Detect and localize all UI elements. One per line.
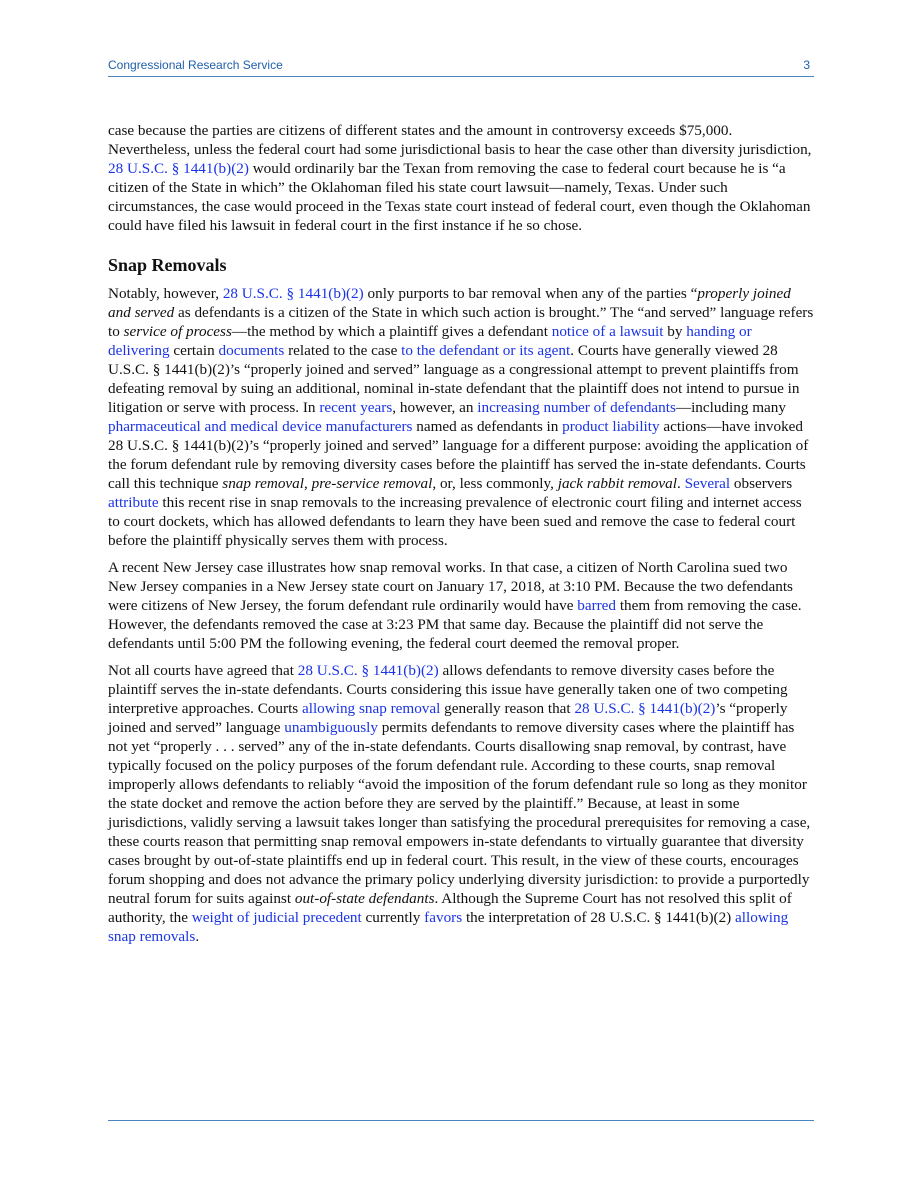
- text: ,: [304, 475, 312, 492]
- text: allows defendants to remove diversity cases before the plaintiff serves the in-state defendants. Courts considering this issue have generally taken one of two competing interpretive approaches. Courts: [108, 662, 788, 717]
- text: currently: [361, 909, 425, 926]
- text: Not all courts have agreed that: [108, 662, 298, 679]
- emphasis: service of process: [123, 323, 232, 340]
- link-several[interactable]: Several: [684, 475, 731, 492]
- link-pharmaceutical-manufacturers[interactable]: pharmaceutical and medical device manufacturers: [108, 418, 413, 435]
- link-allowing-snap-removals[interactable]: allowing snap removals: [108, 909, 789, 945]
- text: . Although the Supreme Court has not resolved this split of authority, the: [108, 890, 792, 926]
- text: related to the case: [284, 342, 402, 359]
- text: this recent rise in snap removals to the increasing prevalence of electronic court filing and internet access to court dockets, which has allowed defendants to learn they have been sued and remove the case to federal court before the plaintiff physically serves them with process.: [108, 494, 802, 549]
- text: .: [676, 475, 685, 492]
- link-product-liability[interactable]: product liability: [562, 418, 660, 435]
- text: only purports to bar removal when any of the parties “: [363, 285, 698, 302]
- text: as defendants is a citizen of the State in which such action is brought.” The “and served” language refers to: [108, 304, 814, 340]
- link-28-usc-1441b2[interactable]: 28 U.S.C. § 1441(b)(2): [222, 285, 364, 302]
- page-number: 3: [803, 58, 810, 72]
- text: case because the parties are citizens of different states and the amount in controversy exceeds $75,000. Nevertheless, unless the federal court had some jurisdictional basis to hear the case other than diversity jurisdiction,: [108, 122, 812, 158]
- text: by: [663, 323, 687, 340]
- page-header: [108, 58, 814, 76]
- text: certain: [169, 342, 219, 359]
- text: Notably, however,: [108, 285, 223, 302]
- document-body: [108, 121, 814, 954]
- emphasis: snap removal: [222, 475, 304, 492]
- header-organization: Congressional Research Service: [108, 58, 283, 72]
- text: , however, an: [392, 399, 478, 416]
- header-rule: [108, 76, 814, 77]
- link-weight-of-judicial-precedent[interactable]: weight of judicial precedent: [191, 909, 362, 926]
- text: ’s “properly joined and served” language: [108, 700, 788, 736]
- link-handing-or-delivering[interactable]: handing or delivering: [108, 323, 752, 359]
- link-recent-years[interactable]: recent years: [319, 399, 393, 416]
- link-increasing-number-of-defendants[interactable]: increasing number of defendants: [477, 399, 676, 416]
- text: permits defendants to remove diversity cases where the plaintiff has not yet “properly . . . served” any of the in-state defendants. Courts disallowing snap removal, by contrast, have typically focused on the policy purposes of the forum defendant rule. According to these courts, snap removal improperly allows defendants to reliably “avoid the imposition of the forum defendant rule so long as they monitor the state docket and remove the action before they are served by the plaintiff.” Because, at least in some jurisdictions, validly serving a lawsuit takes longer than satisfying the procedural prerequisites for removing a case, these courts reason that permitting snap removal empowers in-state defendants to virtually guarantee that diversity cases brought by out-of-state plaintiffs end up in federal court. This result, in the view of these courts, encourages forum shopping and does not advance the primary policy underlying diversity jurisdiction: to provide a purportedly neutral forum for suits against: [108, 719, 811, 907]
- link-28-usc-1441b2[interactable]: 28 U.S.C. § 1441(b)(2): [108, 160, 249, 177]
- link-favors[interactable]: favors: [424, 909, 463, 926]
- paragraph-3: [108, 558, 814, 653]
- text: observers: [730, 475, 793, 492]
- emphasis: properly joined and served: [108, 285, 791, 321]
- text: named as defendants in: [412, 418, 563, 435]
- text: . Courts have generally viewed 28 U.S.C. § 1441(b)(2)’s “properly joined and served” language as a congressional attempt to prevent plaintiffs from defeating removal by suing an additional, nominal in-state defendant that the plaintiff does not intend to pursue in litigation or serve with process. In: [108, 342, 800, 416]
- footer-rule: [108, 1120, 814, 1121]
- text: the interpretation of 28 U.S.C. § 1441(b)(2): [462, 909, 736, 926]
- link-defendant-or-agent[interactable]: to the defendant or its agent: [401, 342, 571, 359]
- paragraph-4: [108, 661, 814, 946]
- text: generally reason that: [440, 700, 575, 717]
- text: actions—have invoked 28 U.S.C. § 1441(b)(2)’s “properly joined and served” language for a different purpose: avoiding the application of the forum defendant rule by removing diversity cases before the plaintiff has served the in-state defendants. Courts call this technique: [108, 418, 809, 492]
- link-barred[interactable]: barred: [577, 597, 617, 614]
- link-allowing-snap-removal[interactable]: allowing snap removal: [302, 700, 441, 717]
- emphasis: jack rabbit removal: [557, 475, 677, 492]
- text: A recent New Jersey case illustrates how snap removal works. In that case, a citizen of North Carolina sued two New Jersey companies in a New Jersey state court on January 17, 2018, at 3:10 PM. Because the two defendants were citizens of New Jersey, the forum defendant rule ordinarily would have: [108, 559, 793, 614]
- text: would ordinarily bar the Texan from removing the case to federal court because he is “a citizen of the State in which” the Oklahoman filed his state court lawsuit—namely, Texas. Under such circumstances, the case would proceed in the Texas state court instead of federal court, even though the Oklahoman could have filed his lawsuit in federal court in the first instance if he so chose.: [108, 160, 811, 234]
- text: —including many: [675, 399, 786, 416]
- emphasis: out-of-state defendants: [294, 890, 435, 907]
- text: .: [195, 928, 200, 945]
- link-attribute[interactable]: attribute: [108, 494, 159, 511]
- paragraph-1: [108, 121, 814, 235]
- emphasis: pre-service removal: [311, 475, 433, 492]
- paragraph-2: [108, 284, 814, 550]
- link-documents[interactable]: documents: [218, 342, 285, 359]
- link-28-usc-1441b2[interactable]: 28 U.S.C. § 1441(b)(2): [297, 662, 439, 679]
- text: —the method by which a plaintiff gives a defendant: [231, 323, 552, 340]
- section-heading: Snap Removals: [108, 255, 227, 275]
- link-notice-of-lawsuit[interactable]: notice of a lawsuit: [551, 323, 664, 340]
- text: , or, less commonly,: [432, 475, 558, 492]
- text: them from removing the case. However, the defendants removed the case at 3:23 PM that same day. Because the plaintiff did not serve the defendants until 5:00 PM the following evening, the federal court deemed the removal proper.: [108, 597, 802, 652]
- link-unambiguously[interactable]: unambiguously: [284, 719, 378, 736]
- link-28-usc-1441b2[interactable]: 28 U.S.C. § 1441(b)(2): [574, 700, 716, 717]
